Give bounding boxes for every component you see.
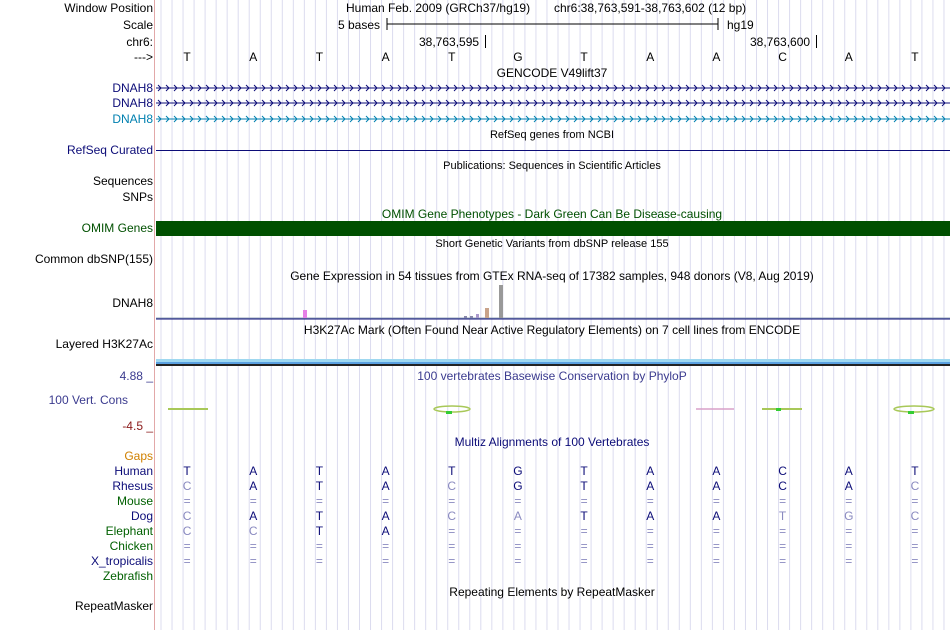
aligned-base: =: [580, 554, 588, 568]
multiz-title: Multiz Alignments of 100 Vertebrates: [454, 435, 650, 449]
base-letter: C: [778, 50, 787, 64]
aligned-base: C: [248, 524, 258, 538]
aligned-base: G: [513, 464, 523, 478]
aligned-base: =: [514, 524, 522, 538]
base-letter: A: [249, 50, 258, 64]
aligned-base: C: [910, 509, 920, 523]
publications-title: Publications: Sequences in Scientific Articles: [443, 160, 661, 172]
refseq-label[interactable]: RefSeq Curated: [66, 143, 153, 157]
aligned-base: =: [382, 539, 390, 553]
base-letter: T: [315, 50, 324, 64]
aligned-base: C: [447, 509, 457, 523]
aligned-base: =: [779, 554, 787, 568]
base-letter: G: [513, 50, 523, 64]
base-letter: T: [911, 50, 919, 64]
aligned-base: A: [381, 479, 390, 493]
species-label[interactable]: Zebrafish: [102, 569, 153, 583]
h3k27ac-title: H3K27Ac Mark (Often Found Near Active Regulatory Elements) on 7 cell lines from ENCODE: [303, 323, 801, 337]
aligned-base: A: [249, 479, 258, 493]
species-label[interactable]: Human: [114, 464, 153, 478]
aligned-base: =: [315, 539, 323, 553]
assembly-name: Human Feb. 2009 (GRCh37/hg19): [346, 1, 531, 15]
aligned-base: =: [845, 494, 853, 508]
aligned-base: T: [580, 464, 588, 478]
base-letter: A: [646, 50, 655, 64]
base-letter: T: [580, 50, 588, 64]
aligned-base: A: [381, 464, 390, 478]
aligned-base: T: [315, 479, 324, 493]
coordinate-tick-1: 38,763,595: [419, 35, 480, 49]
aligned-base: C: [182, 524, 192, 538]
aligned-base: =: [779, 494, 787, 508]
phylop-ymin: -4.5 _: [122, 419, 153, 433]
multiz-gaps-label[interactable]: Gaps: [124, 449, 153, 463]
aligned-base: T: [448, 464, 456, 478]
aligned-base: T: [778, 509, 787, 523]
species-label[interactable]: Elephant: [105, 524, 153, 538]
aligned-base: =: [580, 524, 588, 538]
species-label[interactable]: Rhesus: [112, 479, 153, 493]
base-letter: A: [712, 50, 721, 64]
aligned-base: =: [712, 494, 720, 508]
repeatmasker-title: Repeating Elements by RepeatMasker: [449, 585, 655, 599]
gtex-expression-bars[interactable]: [156, 283, 950, 321]
aligned-base: C: [778, 479, 787, 493]
publications-snps-label[interactable]: SNPs: [122, 190, 153, 204]
coordinate-tick-2-mark: [816, 35, 817, 48]
aligned-base: =: [911, 539, 919, 553]
aligned-base: A: [712, 464, 721, 478]
aligned-base: T: [580, 509, 588, 523]
aligned-base: =: [580, 494, 588, 508]
gencode-label-3[interactable]: DNAH8: [112, 112, 153, 126]
aligned-base: A: [712, 509, 721, 523]
species-label[interactable]: Mouse: [116, 494, 153, 508]
aligned-base: T: [580, 479, 588, 493]
window-position-label: Window Position: [64, 1, 153, 15]
aligned-base: =: [514, 539, 522, 553]
aligned-base: =: [448, 554, 456, 568]
omim-title: OMIM Gene Phenotypes - Dark Green Can Be Disease-causing: [381, 207, 723, 221]
aligned-base: T: [911, 464, 919, 478]
aligned-base: =: [183, 539, 191, 553]
strand-label: --->: [134, 50, 153, 64]
species-label[interactable]: Chicken: [109, 539, 153, 553]
aligned-base: T: [315, 524, 324, 538]
aligned-base: C: [778, 464, 787, 478]
dbsnp-label[interactable]: Common dbSNP(155): [34, 252, 153, 266]
repeatmasker-label[interactable]: RepeatMasker: [74, 599, 153, 613]
base-letter: T: [448, 50, 456, 64]
base-letter: T: [183, 50, 191, 64]
aligned-base: =: [646, 554, 654, 568]
h3k27ac-signal[interactable]: [156, 358, 950, 368]
dbsnp-title: Short Genetic Variants from dbSNP release 155: [435, 238, 669, 250]
omim-gene-bar[interactable]: [156, 221, 950, 236]
gencode-label-2[interactable]: DNAH8: [112, 96, 153, 110]
aligned-base: =: [183, 554, 191, 568]
aligned-base: =: [845, 539, 853, 553]
gencode-gene-features[interactable]: [156, 82, 950, 126]
phylop-title: 100 vertebrates Basewise Conservation by PhyloP: [417, 369, 687, 383]
aligned-base: T: [183, 464, 191, 478]
aligned-base: A: [381, 509, 390, 523]
refseq-gene-line[interactable]: [156, 150, 950, 151]
aligned-base: =: [911, 554, 919, 568]
aligned-base: =: [315, 554, 323, 568]
aligned-base: =: [448, 494, 456, 508]
aligned-base: =: [514, 494, 522, 508]
aligned-base: T: [315, 464, 324, 478]
gtex-label[interactable]: DNAH8: [112, 296, 153, 310]
refseq-title: RefSeq genes from NCBI: [489, 129, 615, 141]
species-label[interactable]: X_tropicalis: [90, 554, 153, 568]
aligned-base: =: [911, 524, 919, 538]
aligned-base: =: [514, 554, 522, 568]
aligned-base: A: [646, 509, 655, 523]
aligned-base: =: [779, 524, 787, 538]
scale-db: hg19: [727, 18, 754, 32]
aligned-base: =: [249, 539, 257, 553]
phylop-ymax: 4.88 _: [119, 369, 153, 383]
aligned-base: =: [712, 554, 720, 568]
base-letter: A: [381, 50, 390, 64]
aligned-base: =: [646, 539, 654, 553]
aligned-base: =: [845, 554, 853, 568]
phylop-conservation-plot[interactable]: [156, 402, 950, 418]
aligned-base: C: [182, 509, 192, 523]
aligned-base: C: [910, 479, 920, 493]
aligned-base: =: [382, 554, 390, 568]
aligned-base: T: [315, 509, 324, 523]
aligned-base: =: [646, 494, 654, 508]
species-label[interactable]: Dog: [130, 509, 153, 523]
omim-label[interactable]: OMIM Genes: [81, 221, 153, 235]
publications-sequences-label[interactable]: Sequences: [92, 174, 153, 188]
gencode-label-1[interactable]: DNAH8: [112, 81, 153, 95]
position-range[interactable]: chr6:38,763,591-38,763,602 (12 bp): [554, 1, 747, 15]
aligned-base: C: [447, 479, 457, 493]
aligned-base: =: [779, 539, 787, 553]
aligned-base: A: [712, 479, 721, 493]
aligned-base: A: [249, 464, 258, 478]
aligned-base: =: [580, 539, 588, 553]
aligned-base: A: [513, 509, 522, 523]
h3k27ac-label[interactable]: Layered H3K27Ac: [55, 337, 153, 351]
aligned-base: =: [448, 539, 456, 553]
aligned-base: A: [646, 464, 655, 478]
aligned-base: =: [845, 524, 853, 538]
aligned-base: =: [382, 494, 390, 508]
aligned-base: G: [513, 479, 523, 493]
scale-label: Scale: [122, 18, 153, 32]
aligned-base: A: [646, 479, 655, 493]
base-letter: A: [844, 50, 853, 64]
aligned-base: =: [249, 494, 257, 508]
aligned-base: =: [712, 524, 720, 538]
aligned-base: =: [646, 524, 654, 538]
coordinate-tick-1-mark: [485, 35, 486, 48]
coordinate-tick-2: 38,763,600: [750, 35, 811, 49]
chrom-label: chr6:: [126, 35, 153, 49]
aligned-base: A: [381, 524, 390, 538]
aligned-base: =: [183, 494, 191, 508]
phylop-label[interactable]: 100 Vert. Cons: [48, 393, 128, 407]
aligned-base: =: [315, 494, 323, 508]
gtex-title: Gene Expression in 54 tissues from GTEx RNA-seq of 17382 samples, 948 donors (V8, Aug 2019): [290, 269, 814, 283]
aligned-base: =: [712, 539, 720, 553]
scale-text: 5 bases: [338, 18, 381, 32]
label-divider: [154, 0, 155, 630]
aligned-base: A: [844, 464, 853, 478]
aligned-base: =: [249, 554, 257, 568]
aligned-base: C: [182, 479, 192, 493]
aligned-base: G: [844, 509, 854, 523]
aligned-base: =: [448, 524, 456, 538]
aligned-base: A: [249, 509, 258, 523]
aligned-base: A: [844, 479, 853, 493]
gencode-title: GENCODE V49lift37: [496, 66, 608, 80]
scale-bar: [385, 17, 720, 31]
aligned-base: =: [911, 494, 919, 508]
